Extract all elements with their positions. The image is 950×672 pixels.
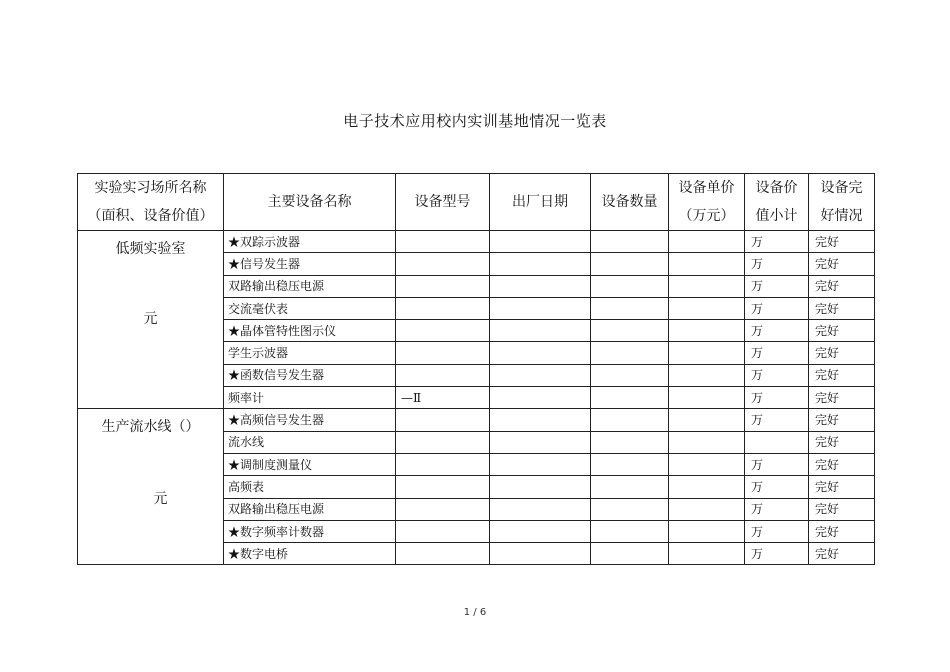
model-cell: [396, 476, 490, 498]
date-cell: [490, 520, 591, 542]
subtotal-cell: 万: [745, 520, 809, 542]
condition-cell: 完好: [809, 231, 875, 253]
date-cell: [490, 476, 591, 498]
header-subtotal-line2: 值小计: [755, 208, 798, 224]
equipment-name-cell: ★高频信号发生器: [224, 409, 396, 431]
model-cell: [396, 231, 490, 253]
unit-price-cell: [669, 409, 745, 431]
date-cell: [490, 231, 591, 253]
unit-price-cell: [669, 253, 745, 275]
table-body: [78, 231, 875, 565]
unit-price-cell: [669, 231, 745, 253]
qty-cell: [591, 320, 669, 342]
model-cell: [396, 498, 490, 520]
header-subtotal-line1: 设备价: [755, 180, 798, 196]
model-cell: [396, 453, 490, 475]
equipment-name-cell: ★函数信号发生器: [224, 364, 396, 386]
date-cell: [490, 342, 591, 364]
qty-cell: [591, 275, 669, 297]
subtotal-cell: 万: [745, 253, 809, 275]
condition-cell: 完好: [809, 476, 875, 498]
equipment-name-cell: ★调制度测量仪: [224, 453, 396, 475]
qty-cell: [591, 498, 669, 520]
model-cell: [396, 364, 490, 386]
model-cell: —Ⅱ: [396, 387, 490, 409]
model-cell: [396, 543, 490, 565]
subtotal-cell: 万: [745, 543, 809, 565]
subtotal-cell: 万: [745, 297, 809, 319]
date-cell: [490, 387, 591, 409]
table-row: [78, 231, 875, 253]
subtotal-cell: 万: [745, 476, 809, 498]
qty-cell: [591, 543, 669, 565]
condition-cell: 完好: [809, 320, 875, 342]
date-cell: [490, 498, 591, 520]
date-cell: [490, 453, 591, 475]
condition-cell: 完好: [809, 409, 875, 431]
venue-cell: [78, 231, 224, 409]
date-cell: [490, 275, 591, 297]
header-condition: [809, 174, 875, 231]
header-unit-price: [669, 174, 745, 231]
unit-price-cell: [669, 543, 745, 565]
date-cell: [490, 253, 591, 275]
subtotal-cell: [745, 431, 809, 453]
qty-cell: [591, 431, 669, 453]
equipment-name-cell: 双路输出稳压电源: [224, 498, 396, 520]
date-cell: [490, 543, 591, 565]
qty-cell: [591, 364, 669, 386]
subtotal-cell: 万: [745, 231, 809, 253]
subtotal-cell: 万: [745, 387, 809, 409]
equipment-name-cell: 频率计: [224, 387, 396, 409]
qty-cell: [591, 409, 669, 431]
qty-cell: [591, 476, 669, 498]
equipment-name-cell: 交流毫伏表: [224, 297, 396, 319]
unit-price-cell: [669, 520, 745, 542]
model-cell: [396, 431, 490, 453]
page-title: 电子技术应用校内实训基地情况一览表: [343, 112, 607, 130]
subtotal-cell: 万: [745, 342, 809, 364]
date-cell: [490, 409, 591, 431]
qty-cell: [591, 520, 669, 542]
header-condition-line1: 设备完: [820, 180, 863, 196]
subtotal-cell: 万: [745, 364, 809, 386]
header-subtotal: [745, 174, 809, 231]
model-cell: [396, 520, 490, 542]
model-cell: [396, 253, 490, 275]
venue-name: 生产流水线（）: [101, 419, 200, 436]
header-venue: [78, 174, 224, 231]
header-equipment: 主要设备名称: [224, 174, 396, 231]
equipment-name-cell: ★信号发生器: [224, 253, 396, 275]
header-model: 设备型号: [396, 174, 490, 231]
unit-price-cell: [669, 320, 745, 342]
unit-price-cell: [669, 453, 745, 475]
qty-cell: [591, 253, 669, 275]
unit-price-cell: [669, 297, 745, 319]
table-header-row: [78, 174, 875, 231]
equipment-name-cell: ★数字频率计数器: [224, 520, 396, 542]
equipment-name-cell: 学生示波器: [224, 342, 396, 364]
equipment-name-cell: 双路输出稳压电源: [224, 275, 396, 297]
date-cell: [490, 320, 591, 342]
condition-cell: 完好: [809, 543, 875, 565]
qty-cell: [591, 342, 669, 364]
header-date: 出厂日期: [490, 174, 591, 231]
equipment-name-cell: 流水线: [224, 431, 396, 453]
unit-price-cell: [669, 387, 745, 409]
unit-price-cell: [669, 275, 745, 297]
condition-cell: 完好: [809, 453, 875, 475]
subtotal-cell: 万: [745, 409, 809, 431]
subtotal-cell: 万: [745, 320, 809, 342]
header-venue-line2: （面积、设备价值）: [87, 208, 214, 224]
venue-unit: 元: [153, 491, 168, 508]
unit-price-cell: [669, 342, 745, 364]
condition-cell: 完好: [809, 431, 875, 453]
table-row: [78, 409, 875, 431]
condition-cell: 完好: [809, 297, 875, 319]
equipment-name-cell: 高频表: [224, 476, 396, 498]
unit-price-cell: [669, 364, 745, 386]
qty-cell: [591, 453, 669, 475]
condition-cell: 完好: [809, 520, 875, 542]
equipment-name-cell: ★数字电桥: [224, 543, 396, 565]
condition-cell: 完好: [809, 498, 875, 520]
qty-cell: [591, 387, 669, 409]
condition-cell: 完好: [809, 364, 875, 386]
date-cell: [490, 297, 591, 319]
date-cell: [490, 431, 591, 453]
subtotal-cell: 万: [745, 498, 809, 520]
venue-name: 低频实验室: [115, 241, 186, 257]
condition-cell: 完好: [809, 387, 875, 409]
subtotal-cell: 万: [745, 453, 809, 475]
facility-table: [77, 173, 875, 565]
header-unit-price-line1: 设备单价: [678, 180, 735, 196]
condition-cell: 完好: [809, 342, 875, 364]
unit-price-cell: [669, 498, 745, 520]
page-number: 1 / 6: [463, 607, 487, 618]
header-venue-line1: 实验实习场所名称: [94, 180, 207, 196]
qty-cell: [591, 231, 669, 253]
condition-cell: 完好: [809, 275, 875, 297]
model-cell: [396, 409, 490, 431]
venue-unit: 元: [143, 311, 158, 327]
qty-cell: [591, 297, 669, 319]
unit-price-cell: [669, 431, 745, 453]
date-cell: [490, 364, 591, 386]
subtotal-cell: 万: [745, 275, 809, 297]
header-condition-line2: 好情况: [820, 208, 863, 224]
equipment-name-cell: ★双踪示波器: [224, 231, 396, 253]
condition-cell: 完好: [809, 253, 875, 275]
model-cell: [396, 342, 490, 364]
header-qty: 设备数量: [591, 174, 669, 231]
equipment-name-cell: ★晶体管特性图示仪: [224, 320, 396, 342]
model-cell: [396, 275, 490, 297]
model-cell: [396, 297, 490, 319]
header-unit-price-line2: （万元）: [678, 208, 735, 224]
venue-cell: [78, 409, 224, 565]
unit-price-cell: [669, 476, 745, 498]
model-cell: [396, 320, 490, 342]
